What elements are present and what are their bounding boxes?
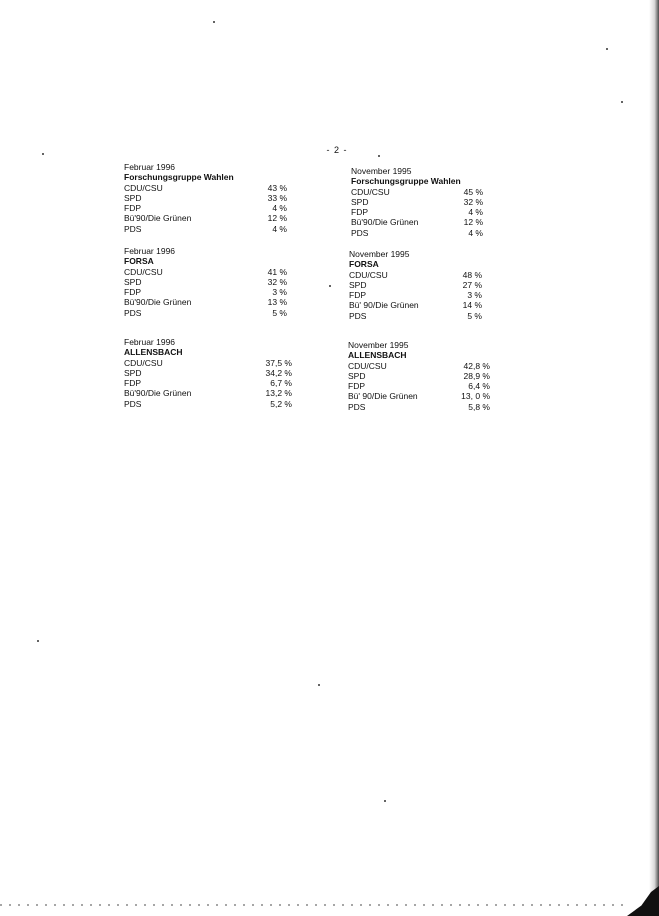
scan-speck (318, 684, 320, 686)
party-name: Bü'90/Die Grünen (351, 217, 419, 228)
party-percentage: 28,9 % (463, 370, 490, 381)
party-name: SPD (124, 367, 142, 378)
party-name: PDS (124, 398, 142, 409)
party-name: FDP (351, 207, 368, 218)
poll-institute: FORSA (124, 256, 154, 267)
poll-block-forschungsgruppe-nov-1995 (351, 166, 483, 238)
poll-results (348, 361, 490, 412)
poll-block-allensbach-feb-1996 (124, 337, 292, 409)
poll-institute: Forschungsgruppe Wahlen (351, 176, 461, 187)
poll-block-allensbach-nov-1995 (348, 340, 490, 412)
party-name: SPD (124, 192, 142, 203)
party-name: CDU/CSU (124, 182, 163, 193)
poll-block-forschungsgruppe-feb-1996 (124, 162, 287, 234)
party-percentage: 42,8 % (463, 360, 490, 371)
poll-results (124, 358, 292, 409)
party-percentage: 12 % (267, 213, 287, 224)
party-name: FDP (124, 287, 141, 298)
poll-results (124, 183, 287, 234)
party-percentage: 4 % (272, 203, 287, 214)
party-name: FDP (349, 290, 366, 301)
party-percentage: 45 % (463, 186, 483, 197)
party-percentage: 32 % (267, 276, 287, 287)
scan-edge-shadow (649, 0, 659, 916)
poll-institute: ALLENSBACH (348, 350, 407, 361)
party-name: PDS (349, 310, 367, 321)
scan-speck (606, 48, 608, 50)
party-percentage: 27 % (462, 279, 482, 290)
poll-date: November 1995 (351, 166, 412, 176)
party-name: FDP (124, 378, 141, 389)
party-percentage: 3 % (272, 287, 287, 298)
party-name: Bü' 90/Die Grünen (349, 300, 419, 311)
party-percentage: 13 % (267, 297, 287, 308)
scan-speck (213, 21, 215, 23)
party-name: Bü'90/Die Grünen (124, 388, 192, 399)
party-percentage: 41 % (267, 266, 287, 277)
poll-institute: ALLENSBACH (124, 347, 183, 358)
party-percentage: 33 % (267, 192, 287, 203)
party-percentage: 4 % (272, 223, 287, 234)
party-percentage: 3 % (467, 290, 482, 301)
scan-speck (621, 101, 623, 103)
poll-results (124, 267, 287, 318)
party-percentage: 48 % (462, 269, 482, 280)
scan-speck (42, 153, 44, 155)
poll-date: November 1995 (348, 340, 409, 350)
party-name: CDU/CSU (124, 266, 163, 277)
scan-speck (384, 800, 386, 802)
scan-corner-fold (627, 886, 659, 916)
party-percentage: 4 % (468, 227, 483, 238)
poll-date: Februar 1996 (124, 337, 176, 347)
poll-block-forsa-feb-1996 (124, 246, 287, 318)
poll-institute: Forschungsgruppe Wahlen (124, 172, 234, 183)
party-name: PDS (124, 223, 142, 234)
party-percentage: 6,4 % (468, 381, 490, 392)
poll-date: November 1995 (349, 249, 410, 259)
party-percentage: 34,2 % (265, 367, 292, 378)
party-name: PDS (348, 401, 366, 412)
scan-speck (37, 640, 39, 642)
poll-results (349, 270, 482, 321)
party-percentage: 14 % (462, 300, 482, 311)
poll-block-forsa-nov-1995 (349, 249, 482, 321)
party-percentage: 5 % (467, 310, 482, 321)
party-percentage: 5,2 % (270, 398, 292, 409)
party-name: CDU/CSU (348, 360, 387, 371)
party-name: Bü'90/Die Grünen (124, 297, 192, 308)
scan-speck (329, 285, 331, 287)
party-name: FDP (348, 381, 365, 392)
party-name: CDU/CSU (124, 357, 163, 368)
party-name: FDP (124, 203, 141, 214)
party-percentage: 5,8 % (468, 401, 490, 412)
party-name: SPD (348, 370, 366, 381)
scan-speck (378, 155, 380, 157)
poll-results (351, 187, 483, 238)
poll-date: Februar 1996 (124, 162, 176, 172)
party-percentage: 6,7 % (270, 378, 292, 389)
poll-date: Februar 1996 (124, 246, 176, 256)
party-percentage: 43 % (267, 182, 287, 193)
party-percentage: 12 % (463, 217, 483, 228)
scan-noise-line (0, 904, 630, 906)
party-name: SPD (351, 196, 369, 207)
party-name: CDU/CSU (351, 186, 390, 197)
party-percentage: 32 % (463, 196, 483, 207)
party-percentage: 37,5 % (265, 357, 292, 368)
party-name: PDS (351, 227, 369, 238)
party-percentage: 13,2 % (265, 388, 292, 399)
party-name: Bü'90/Die Grünen (124, 213, 192, 224)
party-percentage: 4 % (468, 207, 483, 218)
party-name: SPD (124, 276, 142, 287)
party-percentage: 13, 0 % (461, 391, 490, 402)
party-name: CDU/CSU (349, 269, 388, 280)
poll-institute: FORSA (349, 259, 379, 270)
party-name: Bü' 90/Die Grünen (348, 391, 418, 402)
page-number: - 2 - (326, 145, 348, 155)
party-name: SPD (349, 279, 367, 290)
party-percentage: 5 % (272, 307, 287, 318)
party-name: PDS (124, 307, 142, 318)
